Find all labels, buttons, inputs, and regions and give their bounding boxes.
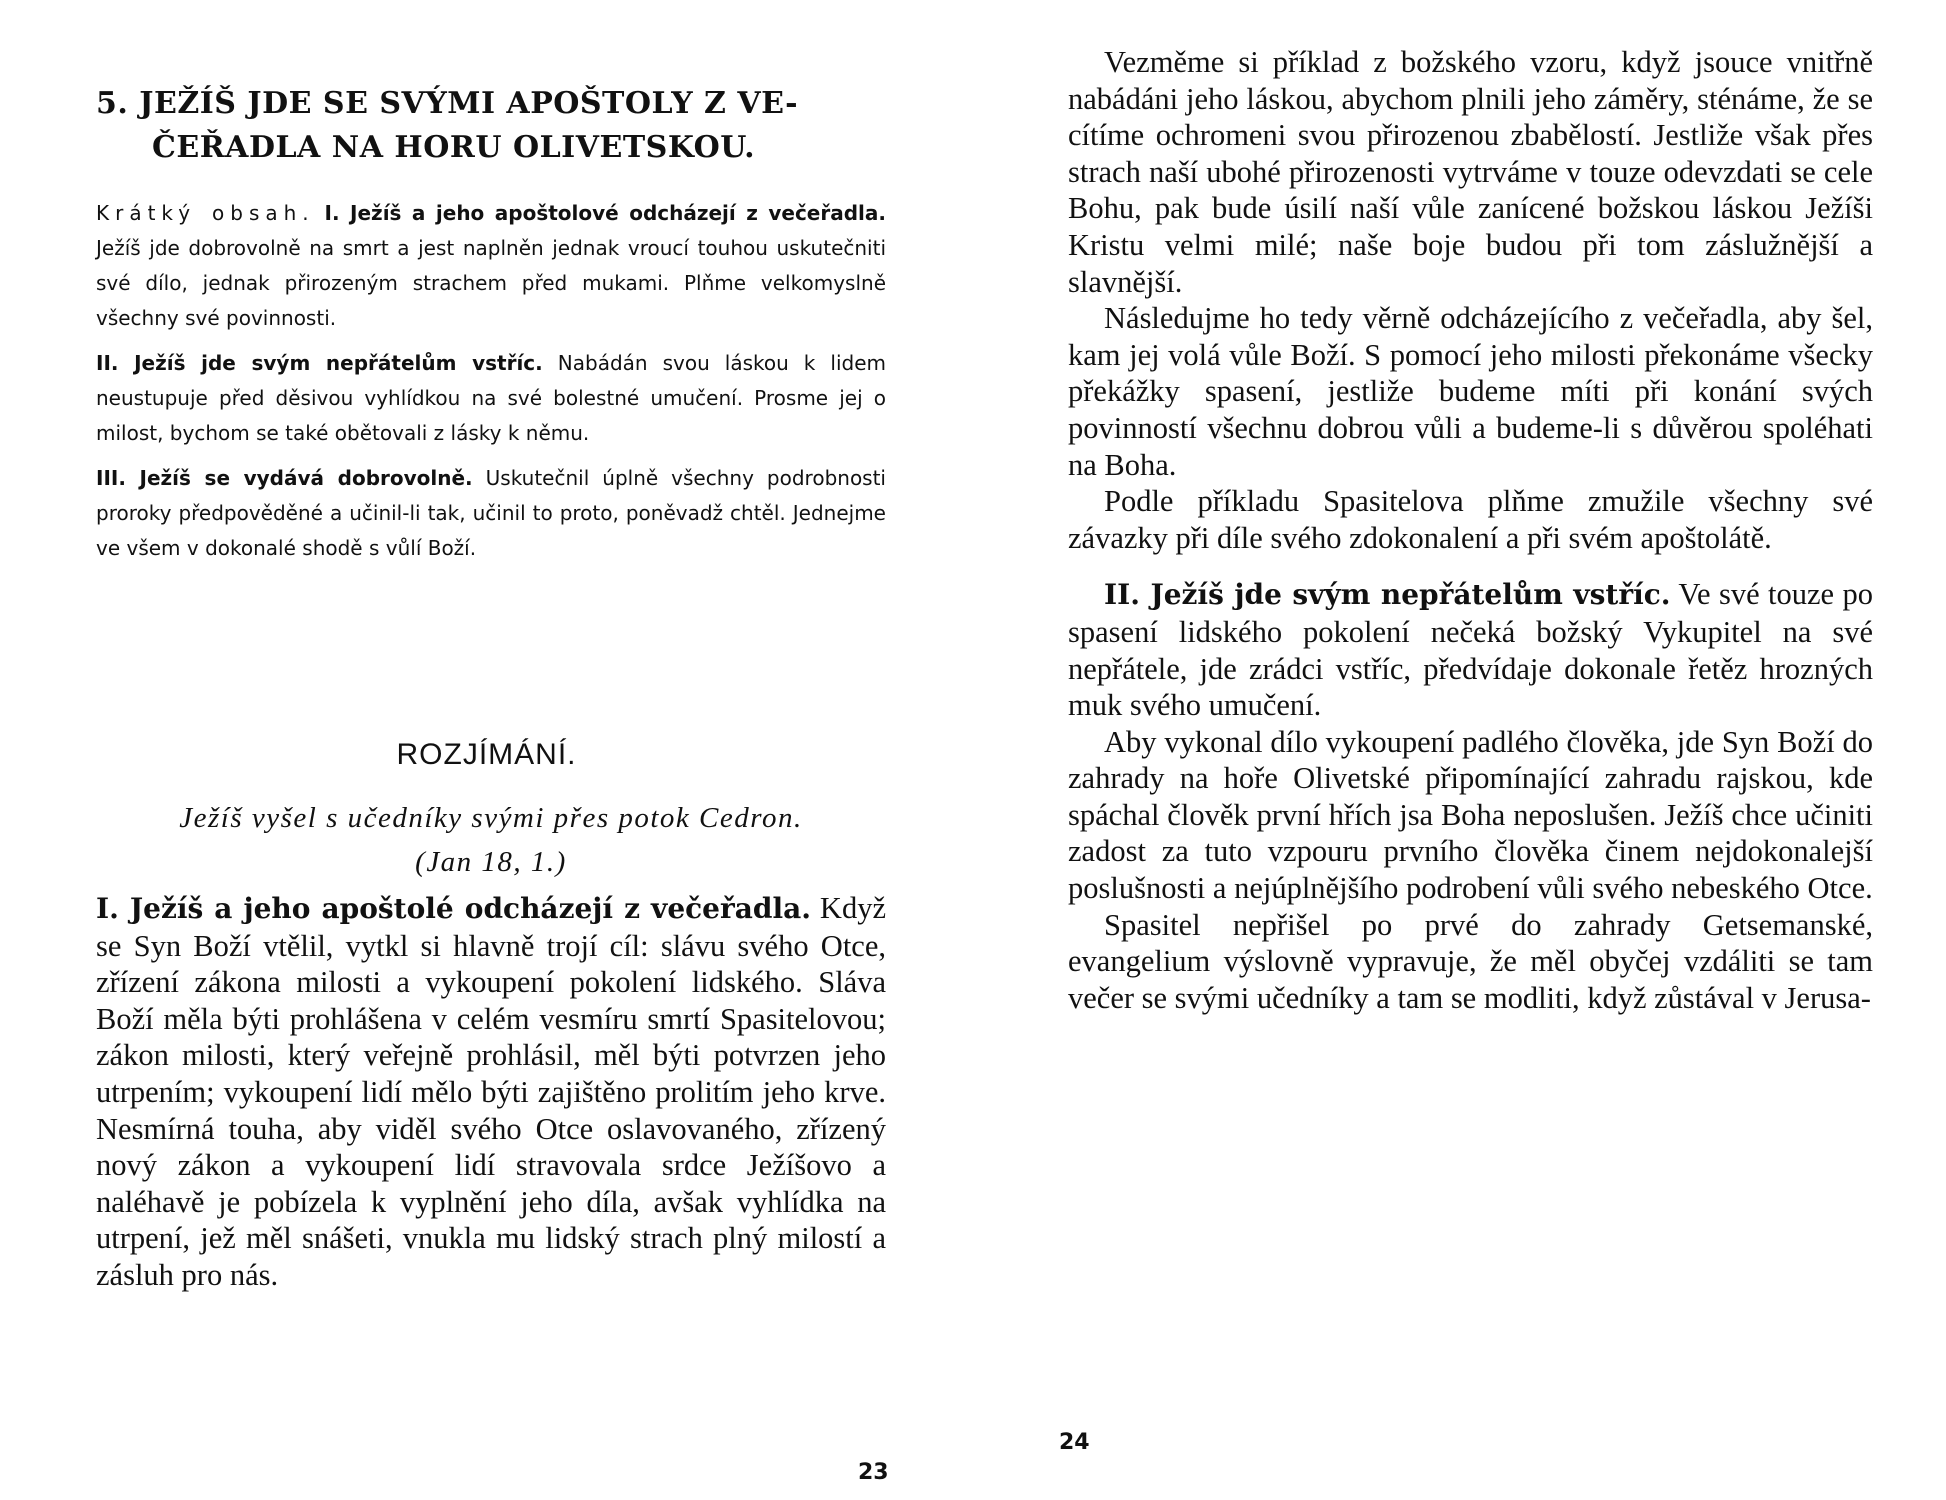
summary-p2-text: Nabádán svou láskou k lidem neustupuje před děsivou vyhlídkou na své bolestné umučení. Prosme jej o milost, bychom se také obětovali z lásky k němu. <box>96 351 886 445</box>
page-number-left: 23 <box>858 1460 889 1485</box>
summary-lead: Krátký obsah. <box>96 201 315 225</box>
right-paragraph-1: Vezměme si příklad z božského vzoru, když jsouce vnitřně nabádáni jeho láskou, abychom plnili jeho záměry, sténáme, že se cítíme ochromeni svou přirozenou zbabělostí. Jestliže však přes strach naší ubohé přirozenosti vytrváme v touze odevzdati se cele Bohu, pak bude úsilí naší vůle zanícené božskou láskou Ježíši Kristu velmi milé; naše boje budou při tom záslužnější a slavnější. <box>1068 45 1873 299</box>
quote-reference: (Jan 18, 1.) <box>415 846 567 878</box>
chapter-title-line2: ČEŘADLA NA HORU OLIVETSKOU. <box>152 130 756 165</box>
right-paragraph-3: Podle příkladu Spasitelova plňme zmužile všechny své závazky při díle svého zdokonalení a při svém apoštolátě. <box>1068 484 1873 555</box>
section-1-paragraph <box>96 890 886 1294</box>
summary-p1-text: Ježíš jde dobrovolně na smrt a jest naplněn jednak vroucí touhou uskutečniti své dílo, jednak přirozeným strachem před mukami. Plňme velkomyslně všechny své povinnosti. <box>96 236 886 330</box>
section-1-text: Když se Syn Boží vtělil, vytkl si hlavně trojí cíl: slávu svého Otce, zřízení zákona milosti a vykoupení pokolení lidského. Sláva Boží měla býti prohlášena v celém vesmíru smrtí Spasitelovou; zákon milosti, který veřejně prohlásil, měl býti potvrzen jeho utrpením; vykoupení lidí mělo býti zajištěno prolitím jeho krve. Nesmírná touha, aby viděl svého Otce oslavovaného, zřízený nový zákon a vykoupení lidí stravovala srdce Ježíšovo a naléhavě je pobízela k vyplnění jeho díla, avšak vyhlídka na utrpení, jež měl snášeti, vnukla mu lidský strach plný milostí a zásluh pro nás. <box>96 891 886 1292</box>
meditation-heading: ROZJÍMÁNÍ. <box>396 738 577 771</box>
right-paragraph-5: Aby vykonal dílo vykoupení padlého člověka, jde Syn Boží do zahrady na hoře Olivetské připomínající zahradu rajskou, kde spáchal člověk první hřích jsa Boha neposlušen. Ježíš chce učiniti zadost za tuto vzpouru prvního člověka činem nejdokonalejší poslušnosti a nejúplnějšího podrobení vůli svého nebeského Otce. <box>1068 724 1873 906</box>
section-2-text: Ve své touze po spasení lidského pokolení nečeká božský Vykupitel na své nepřátele, jde zrádci vstříc, předvídaje dokonale řetěz hrozných muk svého umučení. <box>1068 577 1873 723</box>
right-paragraph-6: Spasitel nepřišel po prvé do zahrady Getsemanské, evangelium výslovně vypravuje, že měl obyčej vzdáliti se tam večer se svými učedníky a tam se modliti, když zůstával v Jerusa- <box>1068 907 1873 1015</box>
section-1-heading: I. Ježíš a jeho apoštolé odcházejí z večeřadla. <box>96 892 811 925</box>
section-2-heading: II. Ježíš jde svým nepřátelům vstříc. <box>1104 578 1671 612</box>
section-2-paragraph <box>1068 576 1873 723</box>
chapter-title-line1: JEŽÍŠ JDE SE SVÝMI APOŠTOLY Z VE- <box>139 86 799 121</box>
summary-p1-heading: I. Ježíš a jeho apoštolové odcházejí z večeřadla. <box>324 201 887 225</box>
summary-paragraph-2 <box>96 346 886 451</box>
chapter-summary <box>96 196 886 576</box>
left-body-text <box>96 890 886 1294</box>
quote-line-1: Ježíš vyšel s učedníky svými přes potok Cedron. <box>179 802 803 834</box>
summary-p2-heading: II. Ježíš jde svým nepřátelům vstříc. <box>96 351 543 375</box>
summary-paragraph-3 <box>96 461 886 566</box>
summary-paragraph-1 <box>96 196 886 336</box>
summary-p3-text: Uskutečnil úplně všechny podrobnosti proroky předpověděné a učinil-li tak, učinil to proto, poněvadž chtěl. Jednejme ve všem v dokonalé shodě s vůlí Boží. <box>96 466 886 560</box>
right-body-text <box>1068 44 1873 1016</box>
right-page <box>973 0 1946 1500</box>
right-paragraph-2: Následujme ho tedy věrně odcházejícího z večeřadla, aby šel, kam jej volá vůle Boží. S pomocí jeho milosti překonáme všecky překážky spasení, jestliže budeme míti při konání svých povinností všechnu dobrou vůli a budeme-li s důvěrou spoléhati na Boha. <box>1068 301 1873 482</box>
chapter-number: 5. <box>96 86 129 121</box>
chapter-title <box>96 82 896 170</box>
scripture-quote <box>96 796 886 884</box>
page-number-right: 24 <box>1059 1430 1090 1455</box>
summary-p3-heading: III. Ježíš se vydává dobrovolně. <box>96 466 473 490</box>
